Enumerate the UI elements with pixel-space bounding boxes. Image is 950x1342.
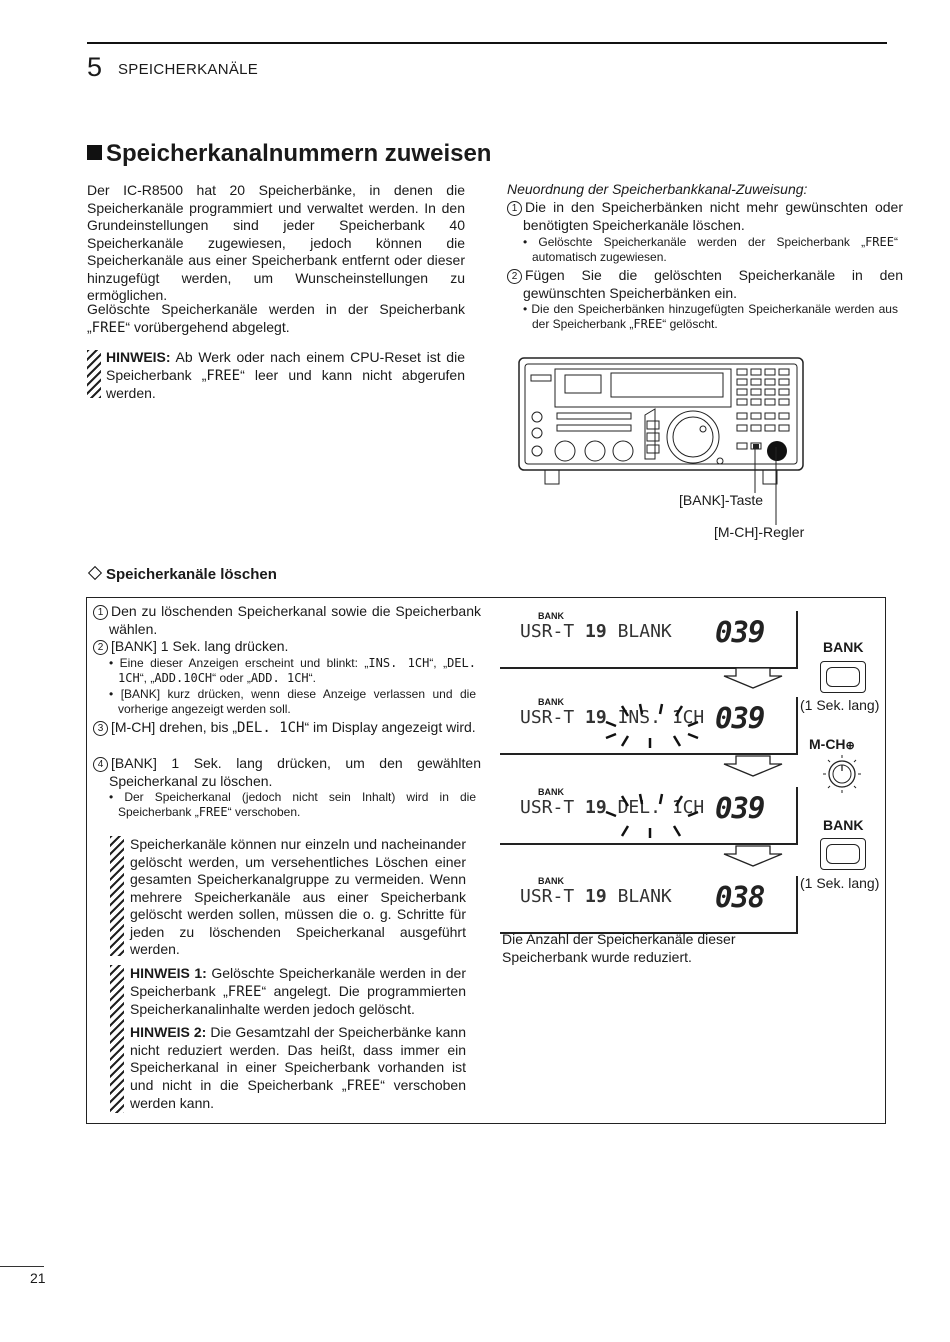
reorder-heading: Neuordnung der Speicherbankkanal-Zuweisung: — [507, 181, 808, 197]
notes-hatch-icon — [110, 965, 124, 1113]
info-paragraph: Speicherkanäle können nur einzeln und nacheinander gelöscht werden, um versehentliches Löschen einer gesamten Speicherkanalgruppe zu vermeiden. Wenn mehrere Speicherkanäle aus einer Speicherbank gelöscht werden sollen, müssen die o. g. Schritte für jeden zu löschenden Speicherkanal ausgeführt werden. — [130, 836, 466, 957]
delete-note-1: HINWEIS 1: Gelöschte Speicherkanäle werden in der Speicherbank „FREE“ angelegt. Die programmierten Speicherkanalinhalte werden jedoch gelöscht. — [130, 965, 466, 1017]
bank-button-icon — [820, 838, 866, 870]
reorder-step-1-bullet: • Gelöschte Speicherkanäle werden der Speicherbank „FREE“ automatisch zugewiesen. — [523, 235, 898, 264]
intro-note: HINWEIS: Ab Werk oder nach einem CPU-Reset ist die Speicherbank „FREE“ leer und kann nicht abgerufen werden. — [106, 349, 465, 401]
down-arrow-icon — [722, 667, 784, 689]
page-title: Speicherkanalnummern zuweisen — [87, 140, 491, 168]
hold-label-1: (1 Sek. lang) — [800, 697, 880, 713]
lcd-display-1: BANK USR-T 19 BLANK 039 — [500, 611, 798, 669]
delete-note-2: HINWEIS 2: Die Gesamtzahl der Speicherbänke kann nicht reduziert werden. Das heißt, dass immer ein Speicherkanal in einer Speicherbank vorhanden ist und nicht in die Speicherbank „FREE“ verschoben werden kann. — [130, 1024, 467, 1111]
reorder-step-2-bullet: • Die den Speicherbänken hinzugefügten Speicherkanäle werden aus der Speicherbank „FREE“ gelöscht. — [523, 302, 898, 331]
diamond-bullet-icon — [88, 566, 102, 580]
page-number-rule — [0, 1266, 44, 1267]
reorder-step-2: 2 Fügen Sie die gelöschten Speicherkanäle in den gewünschten Speicherbänken ein. — [507, 267, 903, 302]
bank-button-label-1: BANK — [823, 639, 864, 655]
display-caption: Die Anzahl der Speicherkanäle dieser Speicherbank wurde reduziert. — [502, 931, 736, 965]
section-heading-delete: Speicherkanäle löschen — [87, 566, 277, 583]
chapter-title: SPEICHERKANÄLE — [118, 61, 259, 78]
bank-button-label-2: BANK — [823, 817, 864, 833]
lcd-display-3: BANK USR-T 19 DEL. 1CH 039 — [500, 787, 798, 845]
dial-symbol-icon: ⊕ — [845, 740, 855, 752]
delete-step-2-bullet-1: • Eine dieser Anzeigen erscheint und blinkt: „INS. 1CH“, „DEL. 1CH“, „ADD.10CH“ oder „ADD. 1CH“. — [109, 656, 476, 685]
delete-step-1: 1 Den zu löschenden Speicherkanal sowie die Speicherbank wählen. — [93, 603, 481, 638]
bank-button-icon — [820, 661, 866, 693]
chapter-number: 5 — [87, 52, 103, 82]
delete-step-2-bullet-2: • [BANK] kurz drücken, wenn diese Anzeige verlassen und die vorherige angezeigt werden soll. — [109, 687, 476, 716]
info-hatch-icon — [110, 836, 124, 956]
hold-label-2: (1 Sek. lang) — [800, 875, 880, 891]
callout-lines — [742, 445, 782, 530]
mch-dial-label: [M-CH]-Regler — [714, 524, 805, 540]
mch-dial-icon — [820, 753, 864, 795]
lcd-display-2: BANK USR-T 19 INS. 1CH 039 — [500, 697, 798, 755]
intro-paragraph-2: Gelöschte Speicherkanäle werden in der Speicherbank „FREE“ vorübergehend abgelegt. — [87, 301, 465, 336]
note-hatch-icon — [87, 350, 101, 398]
mch-label: M-CH⊕ — [809, 736, 855, 752]
square-bullet-icon — [87, 145, 102, 160]
page-number: 21 — [30, 1270, 46, 1286]
header-rule — [87, 42, 887, 44]
delete-step-2: 2 [BANK] 1 Sek. lang drücken. — [93, 638, 481, 656]
down-arrow-icon — [722, 755, 784, 777]
delete-step-3: 3 [M-CH] drehen, bis „DEL. 1CH“ im Display angezeigt wird. — [93, 719, 481, 738]
lcd-display-4: BANK USR-T 19 BLANK 038 — [500, 876, 798, 934]
bank-button-label: [BANK]-Taste — [679, 492, 764, 508]
blink-marks-icon — [592, 702, 712, 760]
delete-step-4: 4 [BANK] 1 Sek. lang drücken, um den gewählten Speicherkanal zu löschen. — [93, 755, 481, 790]
reorder-step-1: 1 Die in den Speicherbänken nicht mehr gewünschten oder benötigten Speicherkanäle löschen. — [507, 199, 903, 234]
delete-step-4-bullet: • Der Speicherkanal (jedoch nicht sein Inhalt) wird in die Speicherbank „FREE“ verschoben. — [109, 790, 476, 819]
down-arrow-icon — [722, 845, 784, 867]
intro-paragraph-1: Der IC-R8500 hat 20 Speicherbänke, in denen die Speicherkanäle programmiert und verwaltet werden. In den Grundeinstellungen sind jeder Speicherbank 40 Speicherkanäle zugewiesen, jedoch können die Speicherkanäle aus einer Speicherbank entfernt oder dieser hinzugefügt werden, um Wunscheinstellungen zu ermöglichen. — [87, 182, 465, 303]
blink-marks-icon — [592, 792, 712, 850]
